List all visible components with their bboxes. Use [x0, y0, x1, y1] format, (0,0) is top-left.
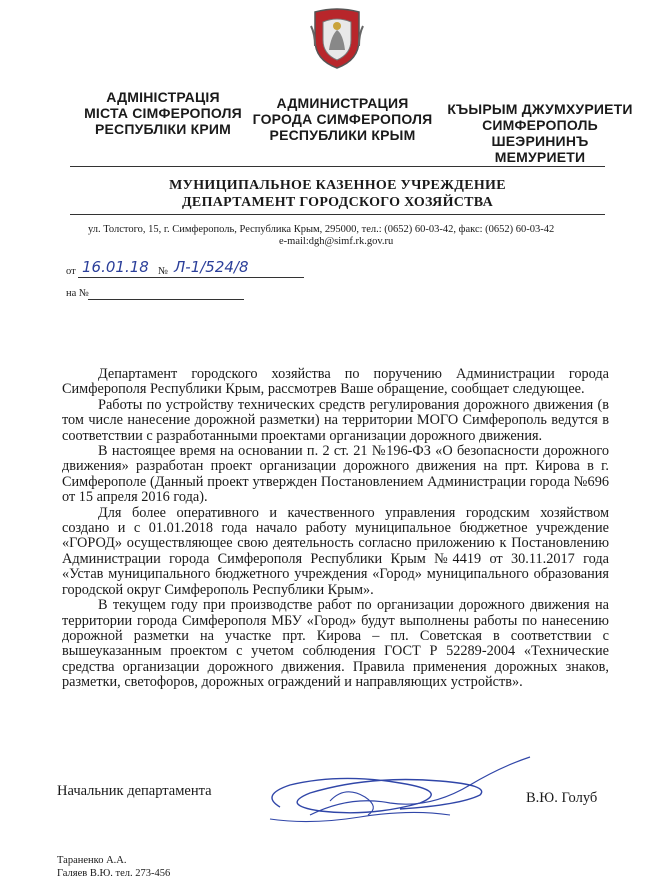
paragraph: В текущем году при производстве работ по организации дорожного движения на территории города Симферополя МБУ «Город» будут выполнены работы по нанесению дорожной разметки на участке прт. Кирова – пл. Советская в соответствии с вышеуказанным проектом с учетом соблюдения ГОСТ Р 52289-2004 «Технические средства организации дорожного движения. Правила применения дорожных знаков, разметки, светофоров, дорожных ограждений и направляющих устройств». — [62, 597, 609, 691]
header-ukrainian: АДМІНІСТРАЦІЯ МІСТА СІМФЕРОПОЛЯ РЕСПУБЛІКИ КРИМ — [84, 89, 242, 137]
header-divider-bottom — [70, 214, 605, 215]
from-label: от — [66, 266, 76, 277]
header-divider-top — [70, 166, 605, 167]
handwritten-number: Л-1/524/8 — [174, 258, 249, 276]
paragraph: Департамент городского хозяйства по поручению Администрации города Симферополя Республики Крым, рассмотрев Ваше обращение, сообщает следующее. — [62, 366, 609, 398]
handwritten-date: 16.01.18 — [82, 258, 149, 276]
crimea-coat-of-arms-icon — [309, 6, 365, 70]
reply-underline — [88, 299, 244, 300]
to-label: на № — [66, 288, 89, 299]
paragraph: В настоящее время на основании п. 2 ст. 21 №196-ФЗ «О безопасности дорожного движения» разработан проект организации дорожного движения на прт. Кирова в г. Симферополе (Данный проект утвержден Постановлением Администрации города №696 от 15 апреля 2016 года). — [62, 443, 609, 506]
signatory-name: В.Ю. Голуб — [526, 790, 598, 806]
header-crimean-tatar: КЪЫРЫМ ДЖУМХУРИЕТИ СИМФЕРОПОЛЬ ШЕЭРИНИНЪ МЕМУРИЕТИ — [447, 101, 633, 165]
header-russian: АДМИНИСТРАЦИЯ ГОРОДА СИМФЕРОПОЛЯ РЕСПУБЛИКИ КРЫМ — [252, 95, 433, 143]
letter-body — [62, 367, 609, 691]
email-line: e-mail:dgh@simf.rk.gov.ru — [279, 236, 394, 247]
institution-title: МУНИЦИПАЛЬНОЕ КАЗЕННОЕ УЧРЕЖДЕНИЕ ДЕПАРТАМЕНТ ГОРОДСКОГО ХОЗЯЙСТВА — [169, 178, 506, 210]
paragraph: Для более оперативного и качественного управления городским хозяйством создано и с 01.01.2018 года начало работу муниципальное бюджетное учреждение «ГОРОД» осуществляющее свою деятельность согласно приложению к Постановлению Администрации города Симферополя Республики Крым №4419 от 30.11.2017 года «Устав муниципального бюджетного учреждения «Город» муниципального образования городской округ Симферополь Республики Крым». — [62, 504, 609, 598]
paragraph: Работы по устройству технических средств регулирования дорожного движения (в том числе нанесение дорожной разметки) на территории МОГО Симферополь ведутся в соответствии с разработанными проектами организации дорожного движения. — [62, 396, 609, 444]
date-underline — [78, 277, 304, 278]
signature-position: Начальник департамента — [57, 783, 212, 799]
handwritten-signature-icon — [250, 745, 540, 835]
executor-contact: Галяев В.Ю. тел. 273-456 — [57, 868, 171, 879]
reply-to-row — [66, 288, 246, 302]
reference-date-row — [66, 258, 306, 280]
executor-name: Тараненко А.А. — [57, 855, 127, 866]
number-label: № — [158, 266, 169, 277]
address-line: ул. Толстого, 15, г. Симферополь, Республика Крым, 295000, тел.: (0652) 60-03-42, факс: (0652) 60-03-42 — [88, 224, 555, 235]
